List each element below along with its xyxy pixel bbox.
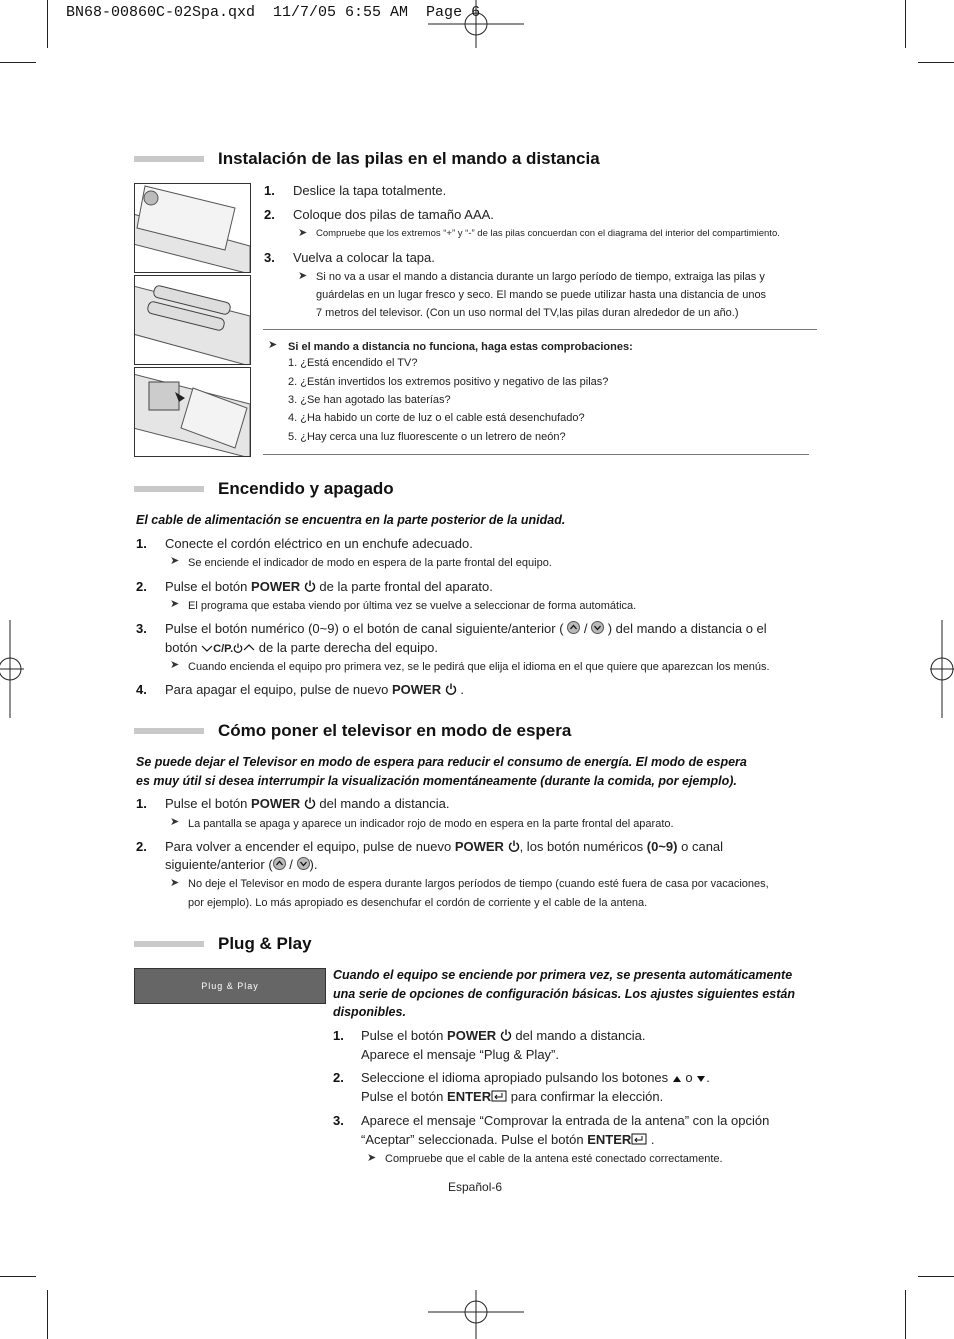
section-intro-line: Se puede dejar el Televisor en modo de espera para reducir el consumo de energía. El modo de espera (136, 755, 747, 769)
text-part: Para volver a encender el equipo, pulse de nuevo (165, 839, 452, 854)
text-part: “Aceptar” seleccionada. Pulse el botón (361, 1132, 584, 1147)
step-note-line: No deje el Televisor en modo de espera durante largos períodos de tiempo (cuando esté fuera de casa por vacaciones, (188, 878, 769, 890)
crop-mark (918, 62, 954, 63)
step-text: Deslice la tapa totalmente. (293, 183, 447, 198)
section-title-power: Encendido y apagado (218, 479, 394, 498)
text-part: ). (309, 857, 318, 872)
step-note: Compruebe que el cable de la antena esté conectado correctamente. (385, 1153, 723, 1165)
text-part: siguiente/anterior ( (165, 857, 273, 872)
note-arrow-icon: ➤ (170, 877, 180, 889)
step-text (361, 1088, 663, 1107)
crop-mark (918, 1276, 954, 1277)
text-part: del mando a distancia. (319, 796, 450, 811)
step-text (165, 620, 767, 639)
text-part: . (460, 682, 464, 697)
section-intro-line: es muy útil si desea interrumpir la visualización momentáneamente (durante la comida, por ejemplo). (136, 774, 737, 788)
registration-mark-left (0, 620, 24, 718)
step-number: 3. (136, 621, 147, 636)
step-text: Aparece el mensaje “Comprovar la entrada de la antena” con la opción (361, 1113, 770, 1128)
step-text (361, 1131, 655, 1150)
plug-play-screen-label: Plug & Play (201, 981, 259, 991)
power-button-label: POWER (251, 579, 301, 594)
section-bar (134, 941, 204, 947)
step-number: 1. (136, 796, 147, 811)
crop-mark (905, 0, 906, 48)
note-arrow-icon: ➤ (298, 227, 308, 239)
section-bar (134, 728, 204, 734)
step-text: Aparece el mensaje “Plug & Play”. (361, 1047, 559, 1062)
power-icon (508, 839, 520, 857)
note-arrow-icon: ➤ (367, 1152, 377, 1164)
section-intro-line: una serie de opciones de configuración básicas. Los ajustes siguientes están (333, 987, 795, 1001)
registration-mark-top (428, 0, 524, 48)
text-part: Pulse el botón (361, 1089, 444, 1104)
step-number: 3. (333, 1113, 344, 1128)
channel-up-icon (567, 621, 580, 639)
note-arrow-icon: ➤ (170, 659, 180, 671)
channel-down-icon (297, 857, 310, 875)
text-part: Pulse el botón (165, 796, 248, 811)
text-part: del mando a distancia. (515, 1028, 646, 1043)
step-text (165, 639, 438, 658)
step-note: La pantalla se apaga y aparece un indicador rojo de modo en espera en la parte frontal del aparato. (188, 818, 674, 830)
arrow-down-icon (696, 1070, 706, 1088)
step-note-line: guárdelas en un lugar fresco y seco. El mando se puede utilizar hasta una distancia de unos (316, 289, 767, 301)
text-part: Pulse el botón (361, 1028, 444, 1043)
page-footer: Español-6 (448, 1180, 503, 1194)
chevron-up-icon (243, 640, 255, 658)
step-number: 1. (136, 536, 147, 551)
text-part: de la parte frontal del aparato. (319, 579, 493, 594)
checklist-item: 2. ¿Están invertidos los extremos positivo y negativo de las pilas? (288, 376, 609, 388)
step-text (165, 681, 464, 700)
section-title-standby: Cómo poner el televisor en modo de espera (218, 721, 572, 740)
text-part: , los botón numéricos (519, 839, 644, 854)
text-part: o (685, 1070, 693, 1085)
remote-illustration-1 (134, 183, 251, 273)
step-number: 4. (136, 682, 147, 697)
text-part: / (583, 621, 588, 636)
power-button-label: POWER (447, 1028, 497, 1043)
section-intro-line: Cuando el equipo se enciende por primera vez, se presenta automáticamente (333, 968, 793, 982)
crop-mark (0, 1276, 36, 1277)
section-intro: El cable de alimentación se encuentra en la parte posterior de la unidad. (136, 513, 566, 527)
power-icon (500, 1028, 512, 1046)
note-arrow-icon: ➤ (268, 339, 278, 351)
text-part: . (706, 1070, 710, 1085)
arrow-up-icon (672, 1070, 682, 1088)
step-text: Vuelva a colocar la tapa. (293, 250, 435, 265)
cp-button-label: C/P. (213, 643, 234, 655)
step-note: Se enciende el indicador de modo en espera de la parte frontal del equipo. (188, 557, 552, 569)
step-text (361, 1069, 710, 1088)
step-number: 2. (136, 579, 147, 594)
checklist-item: 5. ¿Hay cerca una luz fluorescente o un letrero de neón? (288, 431, 566, 443)
divider (263, 329, 817, 330)
text-part: de la parte derecha del equipo. (258, 640, 439, 655)
step-text: Coloque dos pilas de tamaño AAA. (293, 207, 494, 222)
step-text (165, 838, 723, 857)
step-number: 1. (264, 183, 275, 198)
number-buttons-label: (0~9) (646, 839, 678, 854)
checklist-item: 1. ¿Está encendido el TV? (288, 357, 418, 369)
step-number: 2. (136, 839, 147, 854)
checklist-item: 4. ¿Ha habido un corte de luz o el cable está desenchufado? (288, 412, 585, 424)
file-slug: BN68-00860C-02Spa.qxd 11/7/05 6:55 AM Page 6 (66, 4, 481, 21)
text-part: Para apagar el equipo, pulse de nuevo (165, 682, 389, 697)
registration-mark-bottom (428, 1290, 524, 1339)
text-part: / (289, 857, 293, 872)
text-part: o canal (681, 839, 724, 854)
text-part: Pulse el botón (165, 579, 248, 594)
power-icon (304, 796, 316, 814)
note-arrow-icon: ➤ (298, 270, 308, 282)
section-intro-line: disponibles. (333, 1005, 406, 1019)
note-arrow-icon: ➤ (170, 816, 180, 828)
step-number: 1. (333, 1028, 344, 1043)
remote-illustration-3 (134, 367, 251, 457)
note-arrow-icon: ➤ (170, 555, 180, 567)
step-number: 2. (264, 207, 275, 222)
section-title-batteries: Instalación de las pilas en el mando a distancia (218, 149, 600, 168)
text-part: para confirmar la elección. (510, 1089, 664, 1104)
power-icon (304, 579, 316, 597)
section-title-plug-play: Plug & Play (218, 934, 312, 953)
registration-mark-right (930, 620, 954, 718)
step-text (165, 856, 318, 875)
divider (263, 454, 809, 455)
power-button-label: POWER (391, 682, 442, 697)
step-note-line: Si no va a usar el mando a distancia durante un largo período de tiempo, extraiga las pilas y (316, 271, 765, 283)
channel-up-icon (273, 857, 286, 875)
crop-mark (905, 1290, 906, 1339)
step-note: Compruebe que los extremos “+” y “-” de las pilas concuerdan con el diagrama del interior del compartimiento. (316, 228, 780, 239)
text-part: Pulse el botón numérico (0~9) o el botón de canal siguiente/anterior ( (165, 621, 564, 636)
checklist-item: 3. ¿Se han agotado las baterías? (288, 394, 451, 406)
remote-illustration-2 (134, 275, 251, 365)
enter-button-label: ENTER (587, 1132, 632, 1147)
power-button-label: POWER (251, 796, 301, 811)
step-text (165, 578, 493, 597)
text-part: Seleccione el idioma apropiado pulsando los botones (361, 1070, 669, 1085)
enter-button-label: ENTER (447, 1089, 492, 1104)
section-bar (134, 486, 204, 492)
text-part: ) del mando a distancia o el (607, 621, 767, 636)
step-note: El programa que estaba viendo por última vez se vuelve a seleccionar de forma automática. (188, 600, 637, 612)
text-part: botón (165, 640, 198, 655)
step-text (361, 1027, 646, 1046)
enter-icon (631, 1132, 647, 1150)
power-icon (233, 640, 243, 658)
crop-mark (47, 1290, 48, 1339)
section-bar (134, 156, 204, 162)
step-note-line: 7 metros del televisor. (Con un uso normal del TV,las pilas duran alrededor de un año.) (316, 307, 739, 319)
power-icon (445, 682, 457, 700)
channel-down-icon (591, 621, 604, 639)
text-part: . (650, 1132, 655, 1147)
step-note: Cuando encienda el equipo pro primera vez, se le pedirá que elija el idioma en el que quiere que aparezcan los menús. (188, 661, 770, 673)
crop-mark (0, 62, 36, 63)
step-text: Conecte el cordón eléctrico en un enchufe adecuado. (165, 536, 473, 551)
step-text (165, 795, 450, 814)
note-arrow-icon: ➤ (170, 598, 180, 610)
plug-play-screen (134, 968, 326, 1004)
power-button-label: POWER (454, 839, 504, 854)
step-note-line: por ejemplo). Lo más apropiado es desenchufar el cordón de corriente y el cable de la antena. (188, 897, 648, 909)
step-number: 3. (264, 250, 275, 265)
chevron-down-icon (201, 640, 213, 658)
step-number: 2. (333, 1070, 344, 1085)
crop-mark (47, 0, 48, 48)
enter-icon (491, 1089, 507, 1107)
checklist-title: Si el mando a distancia no funciona, haga estas comprobaciones: (288, 341, 633, 353)
